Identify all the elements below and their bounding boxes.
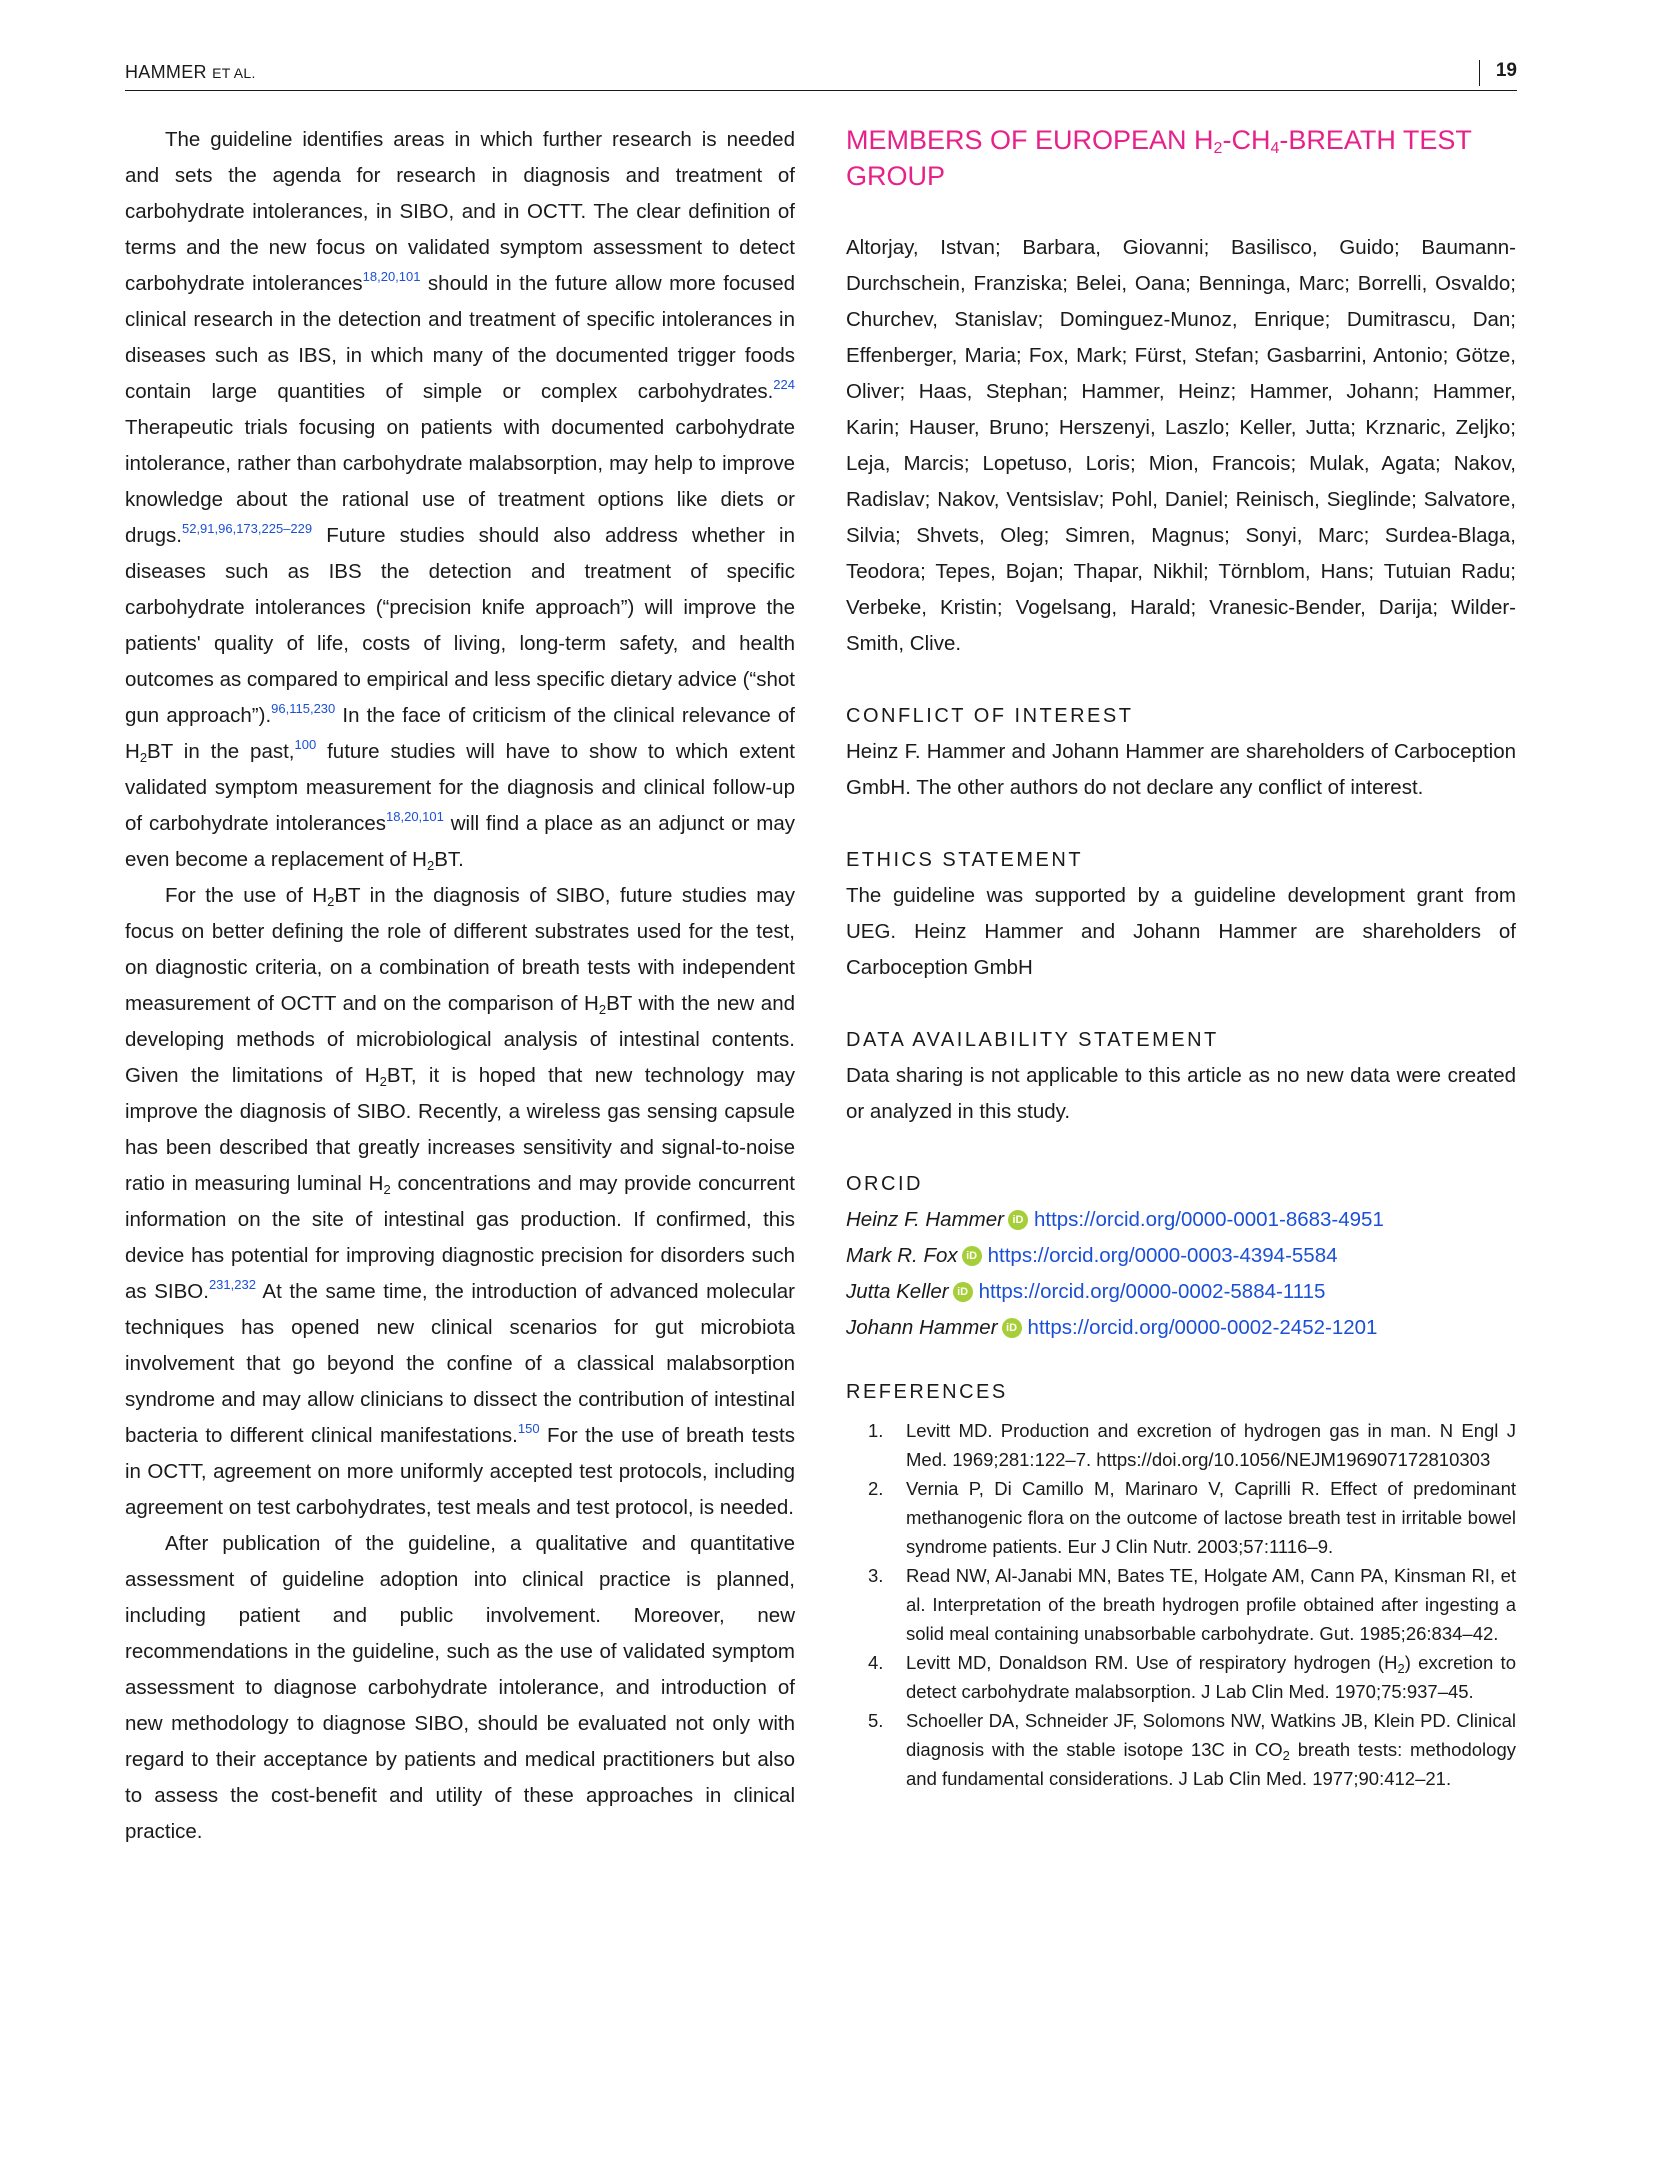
- reference-item: 3. Read NW, Al-Janabi MN, Bates TE, Holgate AM, Cann PA, Kinsman RI, et al. Interpretation of the breath hydrogen profile obtained after ingesting a solid meal containing unabsorbable carbohydrate. Gut. 1985;26:834–42.: [868, 1565, 1516, 1644]
- paragraph-sibo: For the use of $H_2BT$ in the diagnosis of SIBO, future studies may focus on better defining the role of different substrates used for the test, on diagnostic criteria, on a combination of breath tests with independent measurement of OCTT and on the comparison of $H_2BT$ with the new and developing methods of microbiological analysis of intestinal contents. Given the limitations of $H_2BT$, it is hoped that new technology may improve the diagnosis of SIBO. Recently, a wireless gas sensing capsule has been described that greatly increases sensitivity and signal-to-noise ratio in measuring luminal $H_2$ concentrations and may provide concurrent information on the site of intestinal gas production. If confirmed, this device has potential for improving diagnostic precision for disorders such as SIBO.$^{231,232}$ At the same time, the introduction of advanced molecular techniques has opened new clinical scenarios for gut microbiota involvement that go beyond the confine of a classical malabsorption syndrome and may allow clinicians to dissect the contribution of intestinal bacteria to different clinical manifestations.$^{150}$ For the use of breath tests in OCTT, agreement on more uniformly accepted test protocols, including agreement on test carbohydrates, test meals and test protocol, is needed.: [125, 884, 796, 1519]
- citation-link[interactable]: 100: [294, 737, 317, 752]
- orcid-link[interactable]: https://orcid.org/0000-0001-8683-4951: [1033, 1208, 1384, 1231]
- reference-item: 4. Levitt MD, Donaldson RM. Use of respiratory hydrogen $(H_2)$ excretion to detect carbohydrate malabsorption. J Lab Clin Med. 1970;75:937–45.: [868, 1652, 1516, 1702]
- references-heading: REFERENCES: [846, 1381, 1008, 1403]
- page-number: 19: [1479, 60, 1517, 86]
- citation-link[interactable]: 18,20,101: [362, 269, 421, 284]
- orcid-icon[interactable]: iD: [962, 1246, 982, 1266]
- running-author: HAMMER ET AL.: [125, 62, 256, 82]
- conflict-of-interest-heading: CONFLICT OF INTEREST: [846, 705, 1134, 727]
- orcid-entry: Heinz F. Hammer iD https://orcid.org/0000-0001-8683-4951: [846, 1208, 1384, 1231]
- citation-link[interactable]: 96,115,230: [271, 701, 336, 716]
- conflict-of-interest-text: Heinz F. Hammer and Johann Hammer are shareholders of Carboception GmbH. The other authors do not declare any conflict of interest.: [846, 740, 1516, 799]
- orcid-heading: ORCID: [846, 1173, 923, 1195]
- paragraph-guideline-adoption: After publication of the guideline, a qualitative and quantitative assessment of guideline adoption into clinical practice is planned, including patient and public involvement. Moreover, new recommendations in the guideline, such as the use of validated symptom assessment to diagnose carbohydrate intolerance, and introduction of new methodology to diagnose SIBO, should be evaluated not only with regard to their acceptance by patients and medical practitioners but also to assess the cost-benefit and utility of these approaches in clinical practice.: [125, 1532, 795, 1843]
- members-list: Altorjay, Istvan; Barbara, Giovanni; Basilisco, Guido; Baumann-Durchschein, Franziska; Belei, Oana; Benninga, Marc; Borrelli, Osvaldo; Churchev, Stanislav; Dominguez-Munoz, Enrique; Dumitrascu, Dan; Effenberger, Maria; Fox, Mark; Fürst, Stefan; Gasbarrini, Antonio; Götze, Oliver; Haas, Stephan; Hammer, Heinz; Hammer, Johann; Hammer, Karin; Hauser, Bruno; Herszenyi, Laszlo; Keller, Jutta; Krznaric, Zeljko; Leja, Marcis; Lopetuso, Loris; Mion, Francois; Mulak, Agata; Nakov, Radislav; Nakov, Ventsislav; Pohl, Daniel; Reinisch, Sieglinde; Salvatore, Silvia; Shvets, Oleg; Simren, Magnus; Sonyi, Marc; Surdea-Blaga, Teodora; Tepes, Bojan; Thapar, Nikhil; Törnblom, Hans; Tutuian Radu; Verbeke, Kristin; Vogelsang, Harald; Vranesic-Bender, Darija; Wilder-Smith, Clive.: [846, 236, 1516, 655]
- paragraph-future-research: The guideline identifies areas in which further research is needed and sets the agenda for research in diagnosis and treatment of carbohydrate intolerances, in SIBO, and in OCTT. The clear definition of terms and the new focus on validated symptom assessment to detect carbohydrate intolerances$^{18,20,101}$ should in the future allow more focused clinical research in the detection and treatment of specific intolerances in diseases such as IBS, in which many of the documented trigger foods contain large quantities of simple or complex carbohydrates.$^{224}$ Therapeutic trials focusing on patients with documented carbohydrate intolerance, rather than carbohydrate malabsorption, may help to improve knowledge about the rational use of treatment options like diets or drugs.$^{52,91,96,173,225-229}$ Future studies should also address whether in diseases such as IBS the detection and treatment of specific carbohydrate intolerances (“precision knife approach”) will improve the patients' quality of life, costs of living, long-term safety, and health outcomes as compared to empirical and less specific dietary advice (“shot gun approach”).$^{96,115,230}$ In the face of criticism of the clinical relevance of $H_2BT$ in the past,$^{100}$ future studies will have to show to which extent validated symptom measurement for the diagnosis and clinical follow-up of carbohydrate intolerances$^{18,20,101}$ will find a place as an adjunct or may even become a replacement of $H_2BT$.: [125, 128, 796, 873]
- orcid-entry: Johann Hammer iD https://orcid.org/0000-0002-2452-1201: [846, 1316, 1378, 1339]
- citation-link[interactable]: 52,91,96,173,225–229: [181, 521, 313, 536]
- right-column: [846, 122, 1516, 1793]
- running-header: [125, 60, 1517, 91]
- members-heading: MEMBERS OF EUROPEAN $H_2-CH_4$-BREATH TEST GROUP: [846, 125, 1472, 191]
- data-availability-text: Data sharing is not applicable to this article as no new data were created or analyzed in this study.: [846, 1064, 1516, 1123]
- orcid-link[interactable]: https://orcid.org/0000-0002-2452-1201: [1027, 1316, 1378, 1339]
- orcid-link[interactable]: https://orcid.org/0000-0003-4394-5584: [987, 1244, 1338, 1267]
- data-availability-heading: DATA AVAILABILITY STATEMENT: [846, 1029, 1219, 1051]
- citation-link[interactable]: 18,20,101: [386, 809, 444, 824]
- reference-item: 1. Levitt MD. Production and excretion of hydrogen gas in man. N Engl J Med. 1969;281:122–7. https://doi.org/10.1056/NEJM196907172810303: [868, 1420, 1516, 1470]
- orcid-entry: Jutta Keller iD https://orcid.org/0000-0002-5884-1115: [846, 1280, 1326, 1303]
- orcid-icon[interactable]: iD: [953, 1282, 973, 1302]
- ethics-text: The guideline was supported by a guideline development grant from UEG. Heinz Hammer and Johann Hammer are shareholders of Carboception GmbH: [846, 884, 1516, 979]
- orcid-icon[interactable]: iD: [1008, 1210, 1028, 1230]
- citation-link[interactable]: 224: [773, 377, 795, 392]
- orcid-list: [846, 1202, 1516, 1346]
- orcid-link[interactable]: https://orcid.org/0000-0002-5884-1115: [978, 1280, 1326, 1303]
- citation-link[interactable]: 231,232: [208, 1277, 256, 1292]
- ethics-heading: ETHICS STATEMENT: [846, 849, 1084, 871]
- reference-list: [846, 1416, 1516, 1793]
- reference-item: 2. Vernia P, Di Camillo M, Marinaro V, Caprilli R. Effect of predominant methanogenic flora on the outcome of lactose breath test in irritable bowel syndrome patients. Eur J Clin Nutr. 2003;57:1116–9.: [868, 1478, 1516, 1557]
- citation-link[interactable]: 150: [517, 1421, 540, 1436]
- orcid-entry: Mark R. Fox iD https://orcid.org/0000-0003-4394-5584: [846, 1244, 1338, 1267]
- orcid-icon[interactable]: iD: [1002, 1318, 1022, 1338]
- left-column: [125, 122, 795, 1850]
- reference-item: 5. Schoeller DA, Schneider JF, Solomons NW, Watkins JB, Klein PD. Clinical diagnosis with the stable isotope 13C in $CO_2$ breath tests: methodology and fundamental considerations. J Lab Clin Med. 1977;90:412–21.: [868, 1710, 1516, 1789]
